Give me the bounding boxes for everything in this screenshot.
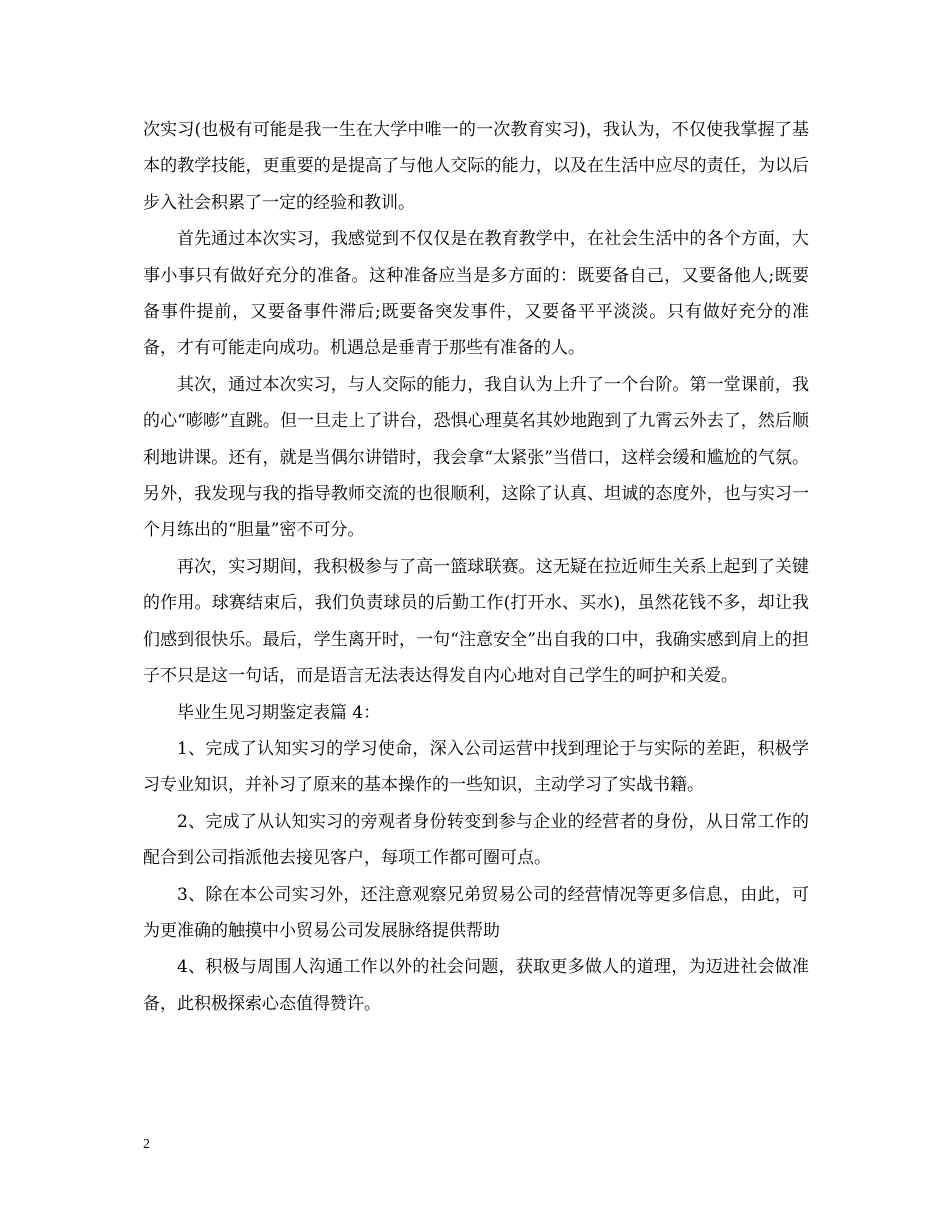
section-heading: 毕业生见习期鉴定表篇 4：	[177, 702, 381, 723]
paragraph-3: 其次，通过本次实习，与人交际的能力，我自认为上升了一个台阶。第一堂课前，我的心“嘭嘭”直跳。但一旦走上了讲台，恐惧心理莫名其妙地跑到了九霄云外去了，然后顺利地讲课。还有，就是当偶尔讲错时，我会拿“太紧张”当借口，这样会缓和尴尬的气氛。另外，我发现与我的指导教师交流的也很顺利，这除了认真、坦诚的态度外，也与实习一个月练出的“胆量”密不可分。	[143, 374, 809, 541]
paragraph-1: 次实习(也极有可能是我一生在大学中唯一的一次教育实习)，我认为，不仅使我掌握了基本的教学技能，更重要的是提高了与他人交际的能力，以及在生活中应尽的责任，为以后步入社会积累了一定的经验和教训。	[143, 120, 809, 213]
list-item-1: 1、完成了认知实习的学习使命，深入公司运营中找到理论于与实际的差距，积极学习专业知识，并补习了原来的基本操作的一些知识，主动学习了实战书籍。	[143, 738, 809, 796]
list-item-2: 2、完成了从认知实习的旁观者身份转变到参与企业的经营者的身份，从日常工作的配合到公司指派他去接见客户，每项工作都可圈可点。	[143, 811, 809, 869]
paragraph-2: 首先通过本次实习，我感觉到不仅仅是在教育教学中，在社会生活中的各个方面，大事小事只有做好充分的准备。这种准备应当是多方面的：既要备自己，又要备他人;既要备事件提前，又要备事件滞后;既要备突发事件，又要备平平淡淡。只有做好充分的准备，才有可能走向成功。机遇总是垂青于那些有准备的人。	[143, 229, 809, 359]
list-item-3: 3、除在本公司实习外，还注意观察兄弟贸易公司的经营情况等更多信息，由此，可为更准确的触摸中小贸易公司发展脉络提供帮助	[143, 884, 809, 941]
list-item-4: 4、积极与周围人沟通工作以外的社会问题，获取更多做人的道理，为迈进社会做准备，此积极探索心态值得赞许。	[143, 957, 809, 1014]
page-number: 2	[143, 1137, 150, 1152]
document-body	[143, 112, 809, 1022]
paragraph-4: 再次，实习期间，我积极参与了高一篮球联赛。这无疑在拉近师生关系上起到了关键的作用。球赛结束后，我们负责球员的后勤工作(打开水、买水)，虽然花钱不多，却让我们感到很快乐。最后，学生离开时，一句“注意安全”出自我的口中，我确实感到肩上的担子不只是这一句话，而是语言无法表达得发自内心地对自己学生的呵护和关爱。	[143, 556, 809, 687]
